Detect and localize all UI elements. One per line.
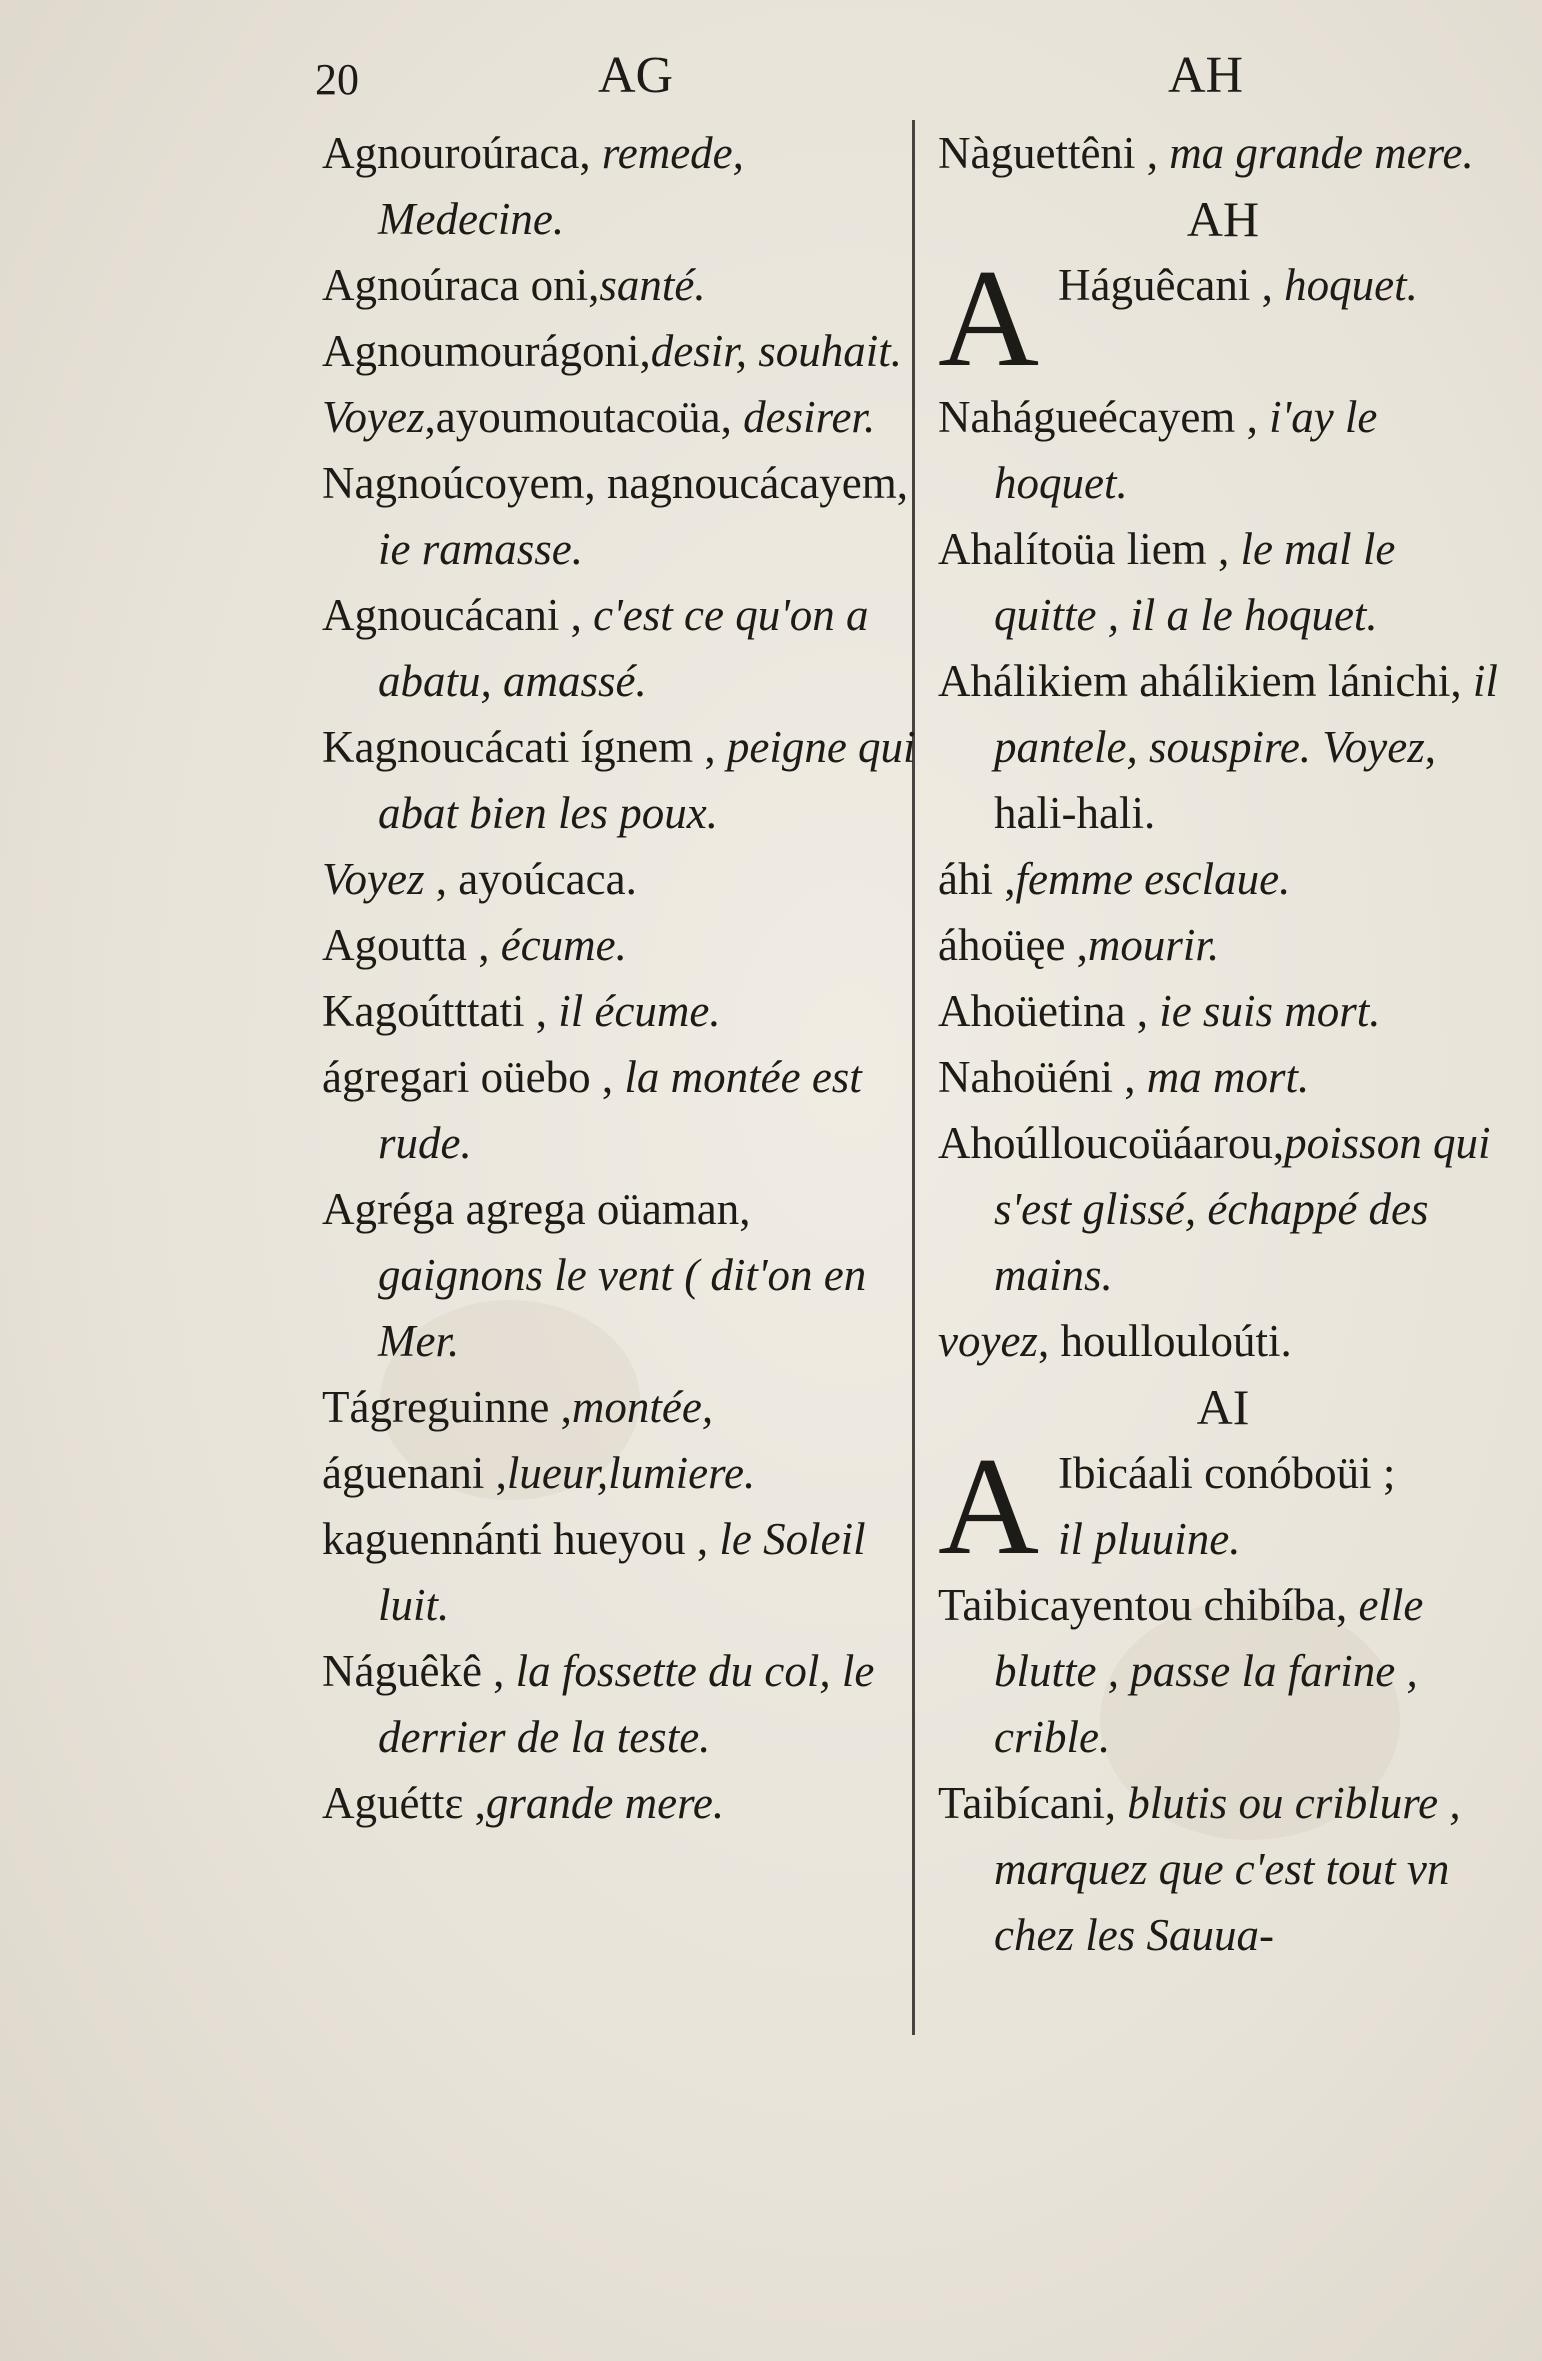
dictionary-entry: Ahálikiem ahálikiem lánichi, il pantele, souspire. Voyez, hali-hali. [938,656,1498,838]
page-number: 20 [315,55,359,104]
dictionary-entry: Agoutta , écume. [322,920,627,970]
dictionary-entry: Kagnoucácati ígnem , peigne qui abat bien les poux. [322,722,916,838]
section-heading-ah: AH [1186,191,1260,247]
dictionary-entry: Agnoúraca oni,santé. [322,260,706,310]
running-header [0,40,1542,130]
dictionary-entry: Kagoútttati , il écume. [322,986,721,1036]
section-heading-ai: AI [1196,1379,1250,1435]
dictionary-entry: Nahágueécayem , i'ay le hoquet. [938,392,1378,508]
dictionary-entry: Nàguettêni , ma grande mere. [938,128,1474,178]
dictionary-entry: Taibícani, blutis ou criblure , marquez que c'est tout vn chez les Sauua- [938,1778,1461,1960]
dictionary-entry: Taibicayentou chibíba, elle blutte , passe la farine , crible. [938,1580,1424,1762]
dictionary-entry: Voyez,ayoumoutacoüa, desirer. [322,392,876,442]
dictionary-entry: Agnouroúraca, remede, Medecine. [322,128,744,244]
dictionary-entry-initial: A Háguêcani , hoquet. [938,241,1418,396]
dictionary-entry: águenani ,lueur,lumiere. [322,1448,756,1498]
right-column [938,120,1508,1968]
dictionary-entry: Ahoüetina , ie suis mort. [938,986,1381,1036]
dictionary-entry: Agnoumourágoni,desir, souhait. [322,326,902,376]
dictionary-entry: áhoüęe ,mourir. [938,920,1220,970]
dictionary-entry: Náguêkê , la fossette du col, le derrier de la teste. [322,1646,875,1762]
dictionary-entry: Agnoucácani , c'est ce qu'on a abatu, amassé. [322,590,869,706]
dictionary-entry: Tágreguinne ,montée, [322,1382,714,1432]
left-column [322,120,922,1836]
dictionary-entry: kaguennánti hueyou , le Soleil luit. [322,1514,866,1630]
dictionary-entry: áhi ,femme esclaue. [938,854,1291,904]
dictionary-entry: Nahoüéni , ma mort. [938,1052,1310,1102]
dictionary-entry: voyez, houllouloúti. [938,1316,1292,1366]
drop-cap: A [938,1429,1040,1584]
header-left-guideword: AG [598,47,674,104]
dictionary-entry: Nagnoúcoyem, nagnoucácayem, ie ramasse. [322,458,909,574]
dictionary-entry: Voyez , ayoúcaca. [322,854,637,904]
dictionary-entry: Aguéttε ,grande mere. [322,1778,725,1828]
dictionary-entry-initial: A Ibicáali conóboüi ; il pluuine. [938,1429,1396,1584]
drop-cap: A [938,241,1040,396]
header-right-guideword: AH [1168,47,1244,104]
dictionary-entry: Ahalítoüa liem , le mal le quitte , il a le hoquet. [938,524,1396,640]
dictionary-entry: Agréga agrega oüaman, gaignons le vent ( dit'on en Mer. [322,1184,867,1366]
dictionary-entry: ágregari oüebo , la montée est rude. [322,1052,862,1168]
dictionary-entry: Ahoúlloucoüáarou,poisson qui s'est glissé, échappé des mains. [938,1118,1491,1300]
